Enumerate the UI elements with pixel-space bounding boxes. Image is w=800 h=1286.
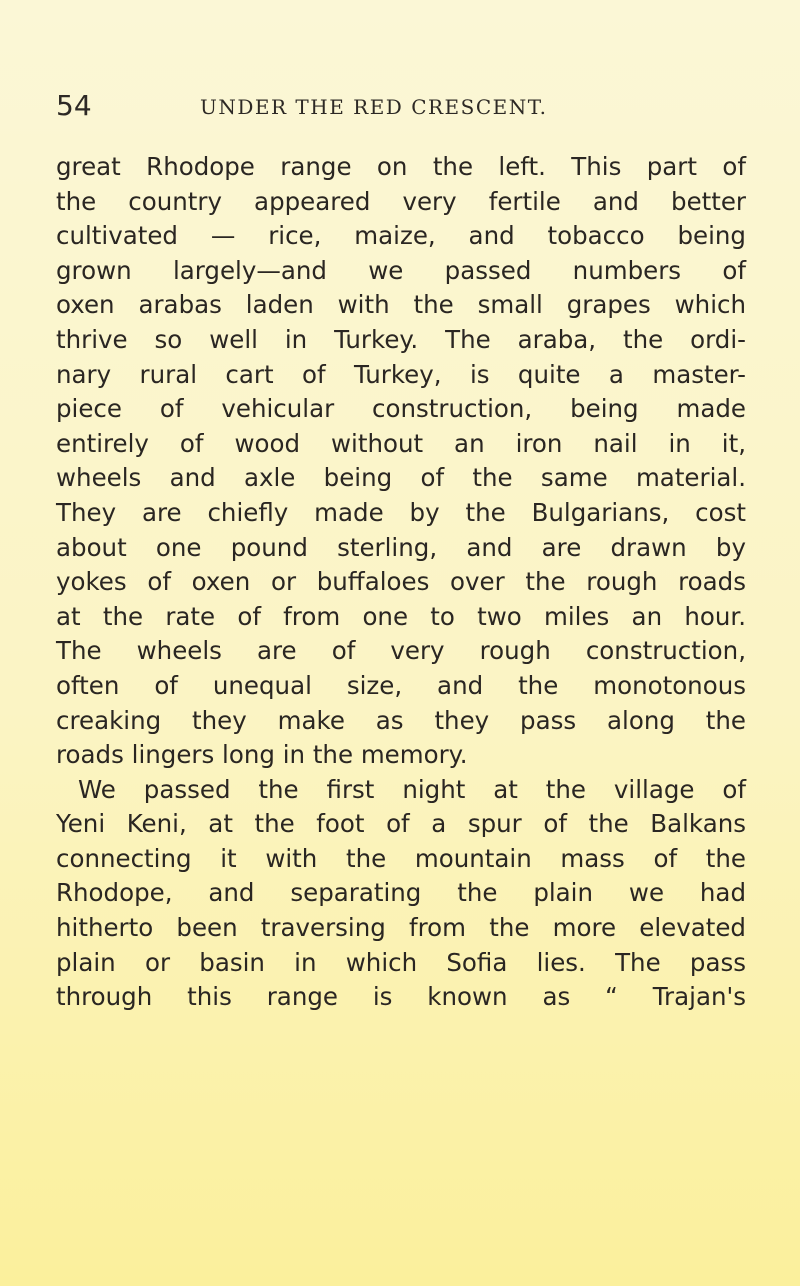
running-title: UNDER THE RED CRESCENT. [200,95,548,119]
text-line-10: wheels and axle being of the same material. [56,463,746,493]
text-line-7: nary rural cart of Turkey, is quite a master- [56,359,746,389]
text-line-23: hitherto been traversing from the more elevated [56,913,746,943]
text-line-6: thrive so well in Turkey. The araba, the ordi- [56,324,746,354]
text-line-22: Rhodope, and separating the plain we had [56,878,746,908]
text-line-8: piece of vehicular construction, being made [56,394,746,424]
text-line-15: The wheels are of very rough construction, [56,636,746,666]
text-line-14: at the rate of from one to two miles an hour. [56,601,746,631]
text-line-19: We passed the first night at the village of [78,774,746,804]
running-head [56,88,746,128]
text-line-25: through this range is known as “ Trajan's [56,982,746,1012]
text-line-21: connecting it with the mountain mass of the [56,843,746,873]
text-line-16: often of unequal size, and the monotonous [56,670,746,700]
text-line-11: They are chiefly made by the Bulgarians, cost [56,497,746,527]
page-number: 54 [56,89,92,122]
text-line-9: entirely of wood without an iron nail in it, [56,428,746,458]
text-line-1: great Rhodope range on the left. This part of [56,152,746,181]
text-line-24: plain or basin in which Sofia lies. The pass [56,947,746,977]
text-line-2: the country appeared very fertile and better [56,186,746,216]
text-line-13: yokes of oxen or buffaloes over the rough roads [56,567,746,597]
text-line-5: oxen arabas laden with the small grapes which [56,290,746,320]
text-line-12: about one pound sterling, and are drawn by [56,532,746,562]
text-line-4: grown largely—and we passed numbers of [56,255,746,285]
text-line-3: cultivated — rice, maize, and tobacco being [56,221,746,251]
text-line-20: Yeni Keni, at the foot of a spur of the Balkans [56,809,746,839]
text-line-18: roads lingers long in the memory. [56,740,468,770]
text-line-17: creaking they make as they pass along the [56,705,746,735]
body-text [56,150,746,1015]
